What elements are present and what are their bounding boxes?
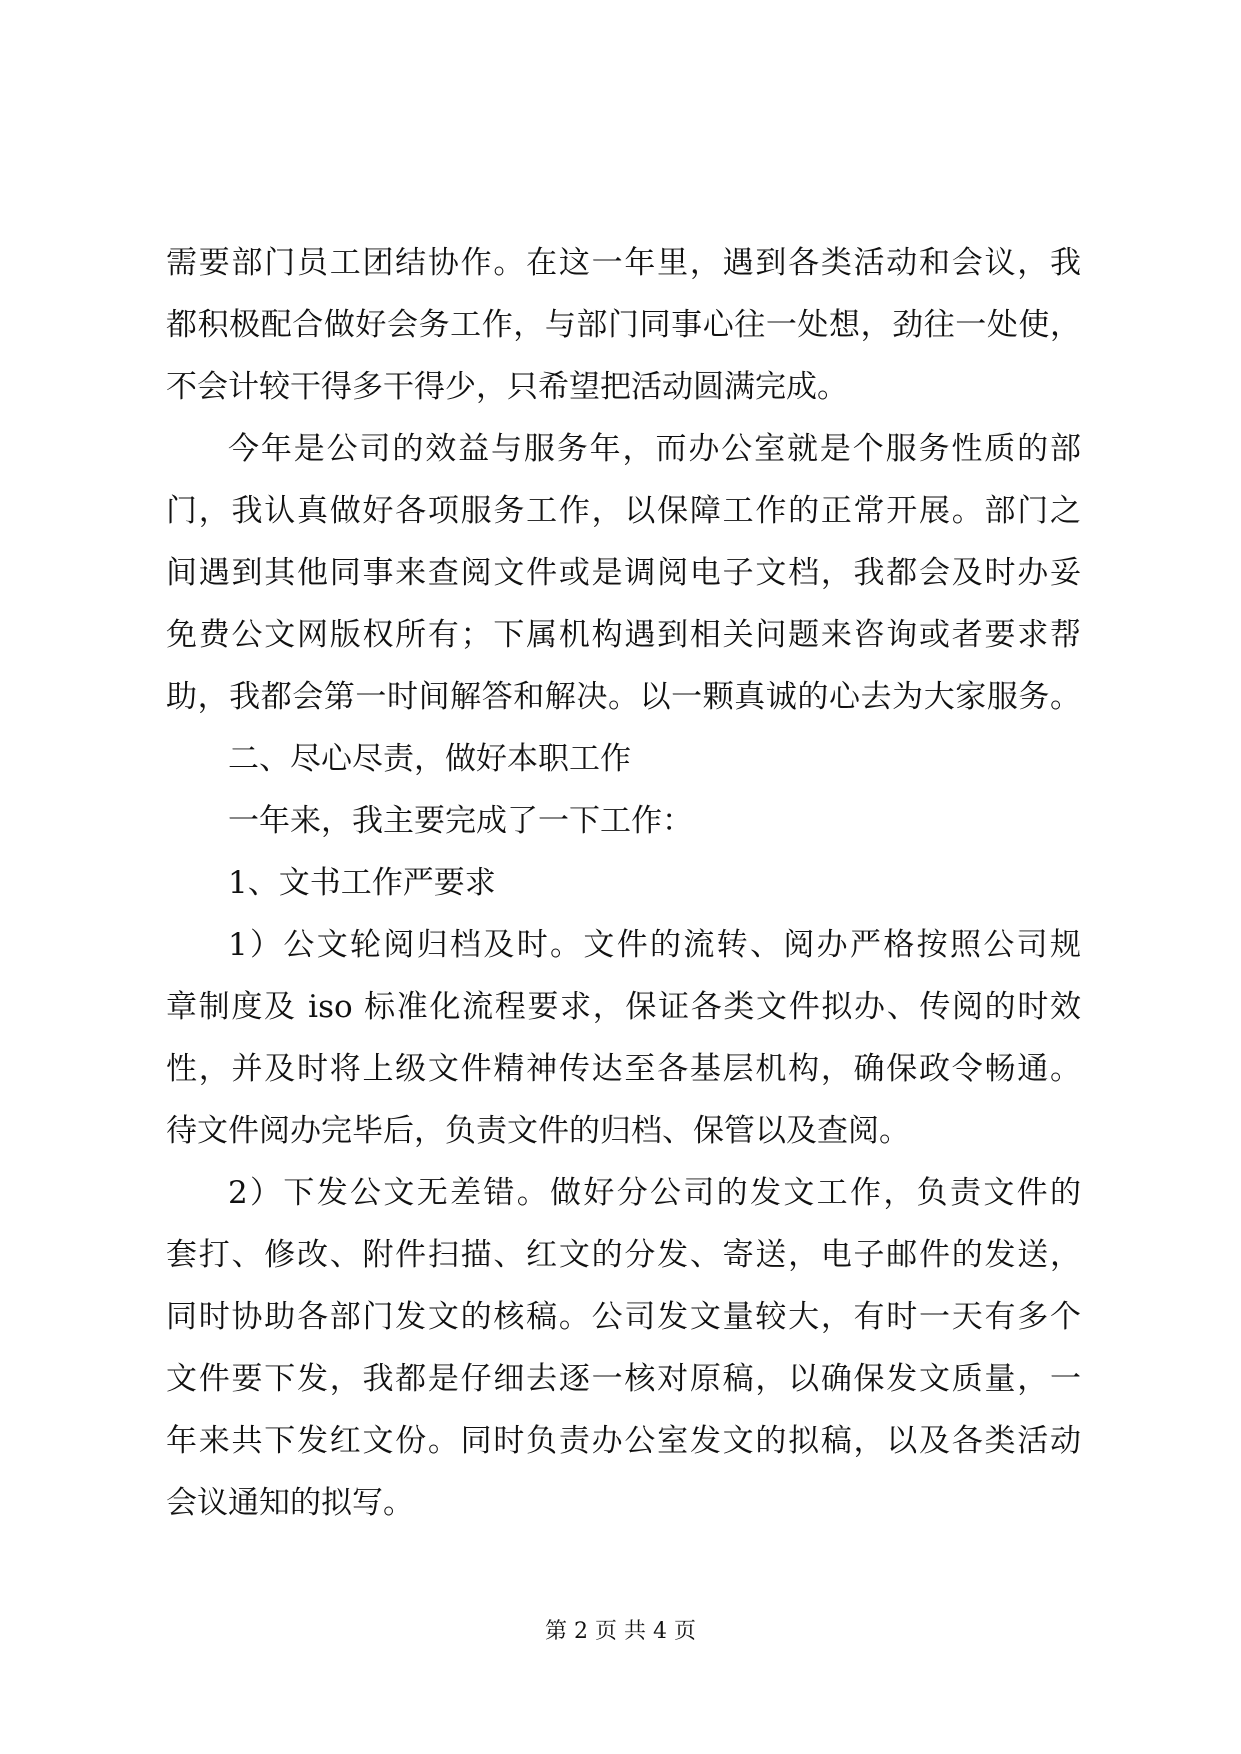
subsection-heading: 1、文书工作严要求 <box>228 865 496 901</box>
text-line: 都积极配合做好会务工作，与部门同事心往一处想，劲往一处使， <box>166 307 1081 343</box>
text-line: 门，我认真做好各项服务工作，以保障工作的正常开展。部门之 <box>166 493 1081 529</box>
text-line: 章制度及 iso 标准化流程要求，保证各类文件拟办、传阅的时效 <box>166 989 1081 1025</box>
paragraph-first-line: 今年是公司的效益与服务年，而办公室就是个服务性质的部 <box>228 431 1081 467</box>
section-heading: 二、尽心尽责，做好本职工作 <box>228 741 631 777</box>
text-line: 套打、修改、附件扫描、红文的分发、寄送，电子邮件的发送， <box>166 1237 1081 1273</box>
text-line: 需要部门员工团结协作。在这一年里，遇到各类活动和会议，我 <box>166 245 1081 281</box>
text-line: 会议通知的拟写。 <box>166 1485 414 1521</box>
text-line: 间遇到其他同事来查阅文件或是调阅电子文档，我都会及时办妥 <box>166 555 1081 591</box>
paragraph-first-line: 一年来，我主要完成了一下工作： <box>228 803 693 839</box>
paragraph-first-line: 1）公文轮阅归档及时。文件的流转、阅办严格按照公司规 <box>228 927 1081 963</box>
text-line: 同时协助各部门发文的核稿。公司发文量较大，有时一天有多个 <box>166 1299 1081 1335</box>
text-line: 待文件阅办完毕后，负责文件的归档、保管以及查阅。 <box>166 1113 910 1149</box>
text-line: 性，并及时将上级文件精神传达至各基层机构，确保政令畅通。 <box>166 1051 1081 1087</box>
page-number-footer: 第 2 页 共 4 页 <box>545 1619 696 1644</box>
text-line: 助，我都会第一时间解答和解决。以一颗真诚的心去为大家服务。 <box>166 679 1081 715</box>
document-body <box>166 232 1081 1534</box>
text-line: 免费公文网版权所有；下属机构遇到相关问题来咨询或者要求帮 <box>166 617 1081 653</box>
text-line: 不会计较干得多干得少，只希望把活动圆满完成。 <box>166 369 848 405</box>
text-line: 文件要下发，我都是仔细去逐一核对原稿，以确保发文质量，一 <box>166 1361 1081 1397</box>
paragraph-first-line: 2）下发公文无差错。做好分公司的发文工作，负责文件的 <box>228 1175 1081 1211</box>
text-line: 年来共下发红文份。同时负责办公室发文的拟稿，以及各类活动 <box>166 1423 1081 1459</box>
